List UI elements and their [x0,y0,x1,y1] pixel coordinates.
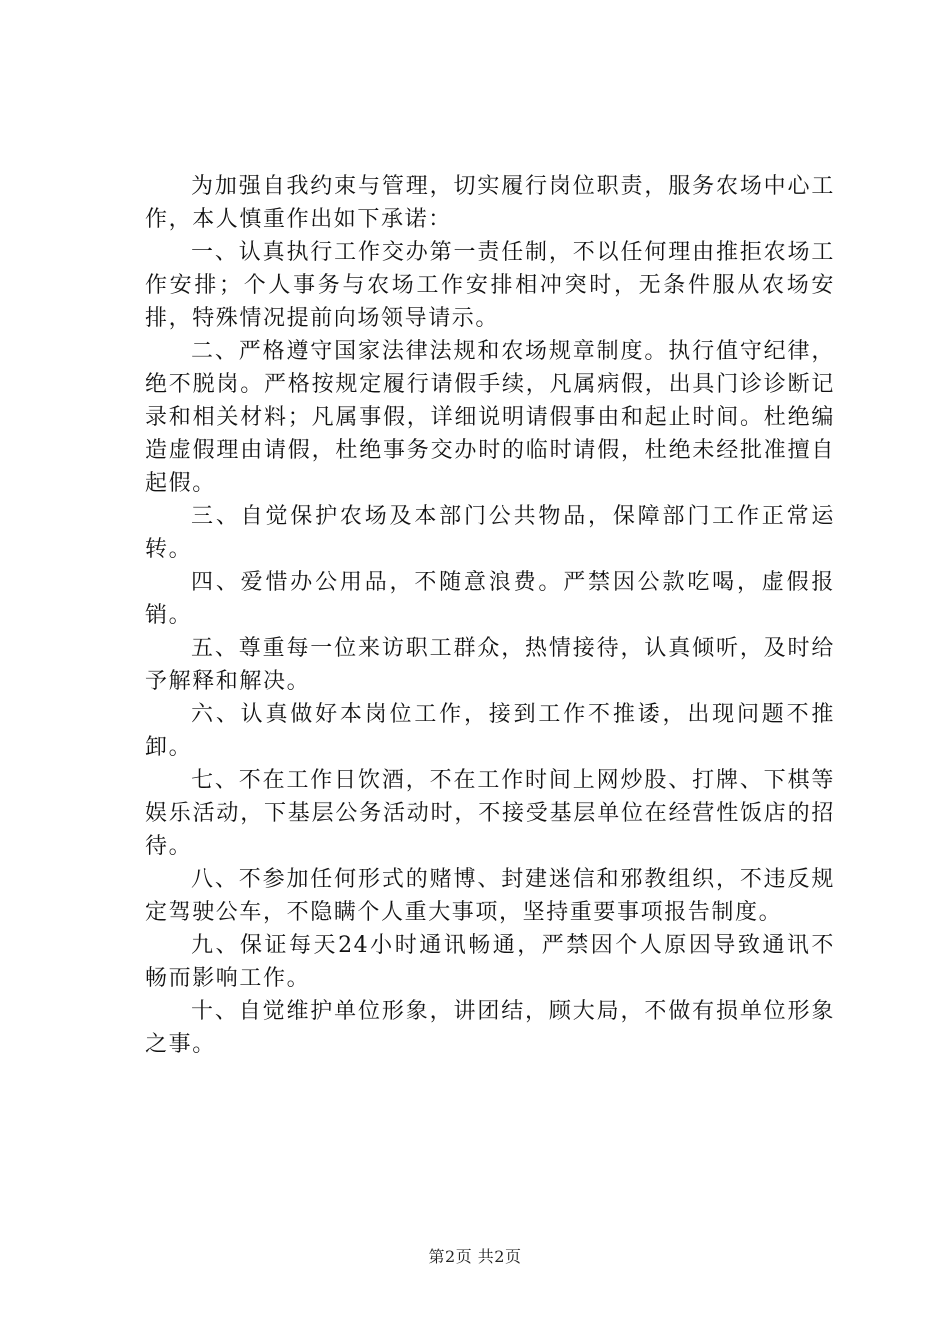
pledge-item-2: 二、严格遵守国家法律法规和农场规章制度。执行值守纪律，绝不脱岗。严格按规定履行请假手续，凡属病假，出具门诊诊断记录和相关材料；凡属事假，详细说明请假事由和起止时间。杜绝编造虚假理由请假，杜绝事务交办时的临时请假，杜绝未经批准擅自起假。 [145,339,835,496]
page-footer: 第2页 共2页 [428,1247,522,1266]
pledge-item-5: 五、尊重每一位来访职工群众，热情接待，认真倾听，及时给予解释和解决。 [145,636,835,694]
pledge-item-9: 九、保证每天24小时通讯畅通，严禁因个人原因导致通讯不畅而影响工作。 [145,933,835,991]
pledge-item-8: 八、不参加任何形式的赌博、封建迷信和邪教组织，不违反规定驾驶公车，不隐瞒个人重大事项，坚持重要事项报告制度。 [145,867,835,925]
pledge-item-1: 一、认真执行工作交办第一责任制，不以任何理由推拒农场工作安排；个人事务与农场工作安排相冲突时，无条件服从农场安排，特殊情况提前向场领导请示。 [145,240,835,331]
intro-paragraph: 为加强自我约束与管理，切实履行岗位职责，服务农场中心工作，本人慎重作出如下承诺： [145,174,835,232]
pledge-item-10: 十、自觉维护单位形象，讲团结，顾大局，不做有损单位形象之事。 [145,999,835,1057]
pledge-item-7: 七、不在工作日饮酒，不在工作时间上网炒股、打牌、下棋等娱乐活动，下基层公务活动时，不接受基层单位在经营性饭店的招待。 [145,768,835,859]
pledge-item-6: 六、认真做好本岗位工作，接到工作不推诿，出现问题不推卸。 [145,702,835,760]
document-body [145,170,835,1061]
pledge-item-4: 四、爱惜办公用品，不随意浪费。严禁因公款吃喝，虚假报销。 [145,570,835,628]
pledge-item-3: 三、自觉保护农场及本部门公共物品，保障部门工作正常运转。 [145,504,835,562]
